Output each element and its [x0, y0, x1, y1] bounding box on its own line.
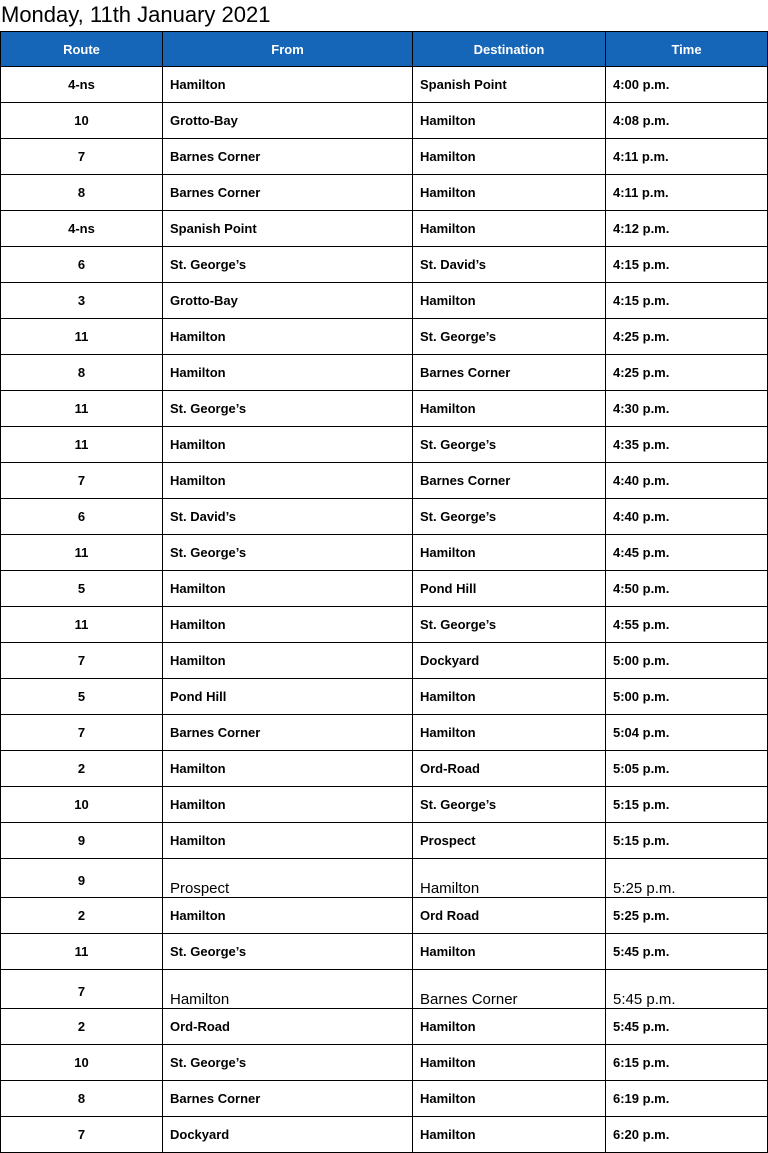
- from-cell: Hamilton: [163, 643, 413, 679]
- table-row: [1, 211, 768, 247]
- destination-cell: Hamilton: [413, 1117, 606, 1153]
- destination-cell: Barnes Corner: [413, 355, 606, 391]
- destination-cell: Hamilton: [413, 175, 606, 211]
- route-cell: 10: [1, 1045, 163, 1081]
- destination-cell: Hamilton: [413, 715, 606, 751]
- time-cell: 5:00 p.m.: [606, 679, 768, 715]
- from-cell: Barnes Corner: [163, 139, 413, 175]
- table-row: [1, 175, 768, 211]
- table-row: [1, 427, 768, 463]
- from-cell: St. George’s: [163, 247, 413, 283]
- from-cell: Barnes Corner: [163, 1081, 413, 1117]
- route-cell: 5: [1, 571, 163, 607]
- time-cell: 4:11 p.m.: [606, 139, 768, 175]
- destination-cell: Hamilton: [413, 535, 606, 571]
- route-cell: 10: [1, 103, 163, 139]
- bus-schedule-table: [0, 31, 768, 1153]
- from-cell: Hamilton: [163, 751, 413, 787]
- table-row: [1, 787, 768, 823]
- table-row: [1, 970, 768, 1009]
- table-header-row: [1, 32, 768, 67]
- time-cell: 4:15 p.m.: [606, 247, 768, 283]
- destination-cell: St. George’s: [413, 319, 606, 355]
- table-row: [1, 463, 768, 499]
- time-cell: 4:00 p.m.: [606, 67, 768, 103]
- from-cell: Hamilton: [163, 427, 413, 463]
- from-cell: Hamilton: [163, 607, 413, 643]
- time-cell: 4:40 p.m.: [606, 463, 768, 499]
- time-cell: 5:45 p.m.: [606, 1009, 768, 1045]
- from-cell: Hamilton: [163, 898, 413, 934]
- route-cell: 2: [1, 751, 163, 787]
- table-row: [1, 1045, 768, 1081]
- from-cell: Hamilton: [163, 463, 413, 499]
- destination-cell: Hamilton: [413, 283, 606, 319]
- route-cell: 6: [1, 247, 163, 283]
- destination-cell: St. George’s: [413, 607, 606, 643]
- column-header-route: Route: [1, 32, 163, 67]
- time-cell: 4:15 p.m.: [606, 283, 768, 319]
- route-cell: 7: [1, 139, 163, 175]
- time-cell: 4:50 p.m.: [606, 571, 768, 607]
- route-cell: 10: [1, 787, 163, 823]
- destination-cell: Barnes Corner: [413, 463, 606, 499]
- time-cell: 5:25 p.m.: [606, 898, 768, 934]
- route-cell: 9: [1, 823, 163, 859]
- from-cell: St. George’s: [163, 535, 413, 571]
- from-cell: Grotto-Bay: [163, 103, 413, 139]
- destination-cell: Hamilton: [413, 679, 606, 715]
- route-cell: 8: [1, 1081, 163, 1117]
- time-cell: 5:00 p.m.: [606, 643, 768, 679]
- route-cell: 9: [1, 859, 163, 898]
- table-row: [1, 319, 768, 355]
- table-row: [1, 607, 768, 643]
- from-cell: Hamilton: [163, 787, 413, 823]
- destination-cell: Hamilton: [413, 391, 606, 427]
- destination-cell: Hamilton: [413, 859, 606, 898]
- column-header-destination: Destination: [413, 32, 606, 67]
- table-row: [1, 1009, 768, 1045]
- time-cell: 6:19 p.m.: [606, 1081, 768, 1117]
- time-cell: 4:40 p.m.: [606, 499, 768, 535]
- from-cell: Ord-Road: [163, 1009, 413, 1045]
- page-title: Monday, 11th January 2021: [1, 2, 271, 27]
- from-cell: St. David’s: [163, 499, 413, 535]
- table-row: [1, 1117, 768, 1153]
- from-cell: Grotto-Bay: [163, 283, 413, 319]
- route-cell: 8: [1, 355, 163, 391]
- route-cell: 2: [1, 898, 163, 934]
- table-body: [1, 67, 768, 1153]
- route-cell: 11: [1, 934, 163, 970]
- route-cell: 5: [1, 679, 163, 715]
- destination-cell: Hamilton: [413, 1081, 606, 1117]
- time-cell: 5:15 p.m.: [606, 823, 768, 859]
- table-row: [1, 934, 768, 970]
- route-cell: 11: [1, 607, 163, 643]
- time-cell: 5:45 p.m.: [606, 970, 768, 1009]
- table-row: [1, 571, 768, 607]
- destination-cell: St. David’s: [413, 247, 606, 283]
- time-cell: 4:55 p.m.: [606, 607, 768, 643]
- time-cell: 5:04 p.m.: [606, 715, 768, 751]
- route-cell: 4-ns: [1, 211, 163, 247]
- destination-cell: Hamilton: [413, 139, 606, 175]
- time-cell: 4:35 p.m.: [606, 427, 768, 463]
- table-row: [1, 103, 768, 139]
- from-cell: Hamilton: [163, 571, 413, 607]
- route-cell: 11: [1, 427, 163, 463]
- route-cell: 3: [1, 283, 163, 319]
- time-cell: 5:15 p.m.: [606, 787, 768, 823]
- destination-cell: Prospect: [413, 823, 606, 859]
- destination-cell: Hamilton: [413, 211, 606, 247]
- time-cell: 4:12 p.m.: [606, 211, 768, 247]
- route-cell: 7: [1, 643, 163, 679]
- destination-cell: Pond Hill: [413, 571, 606, 607]
- route-cell: 7: [1, 970, 163, 1009]
- route-cell: 11: [1, 391, 163, 427]
- route-cell: 7: [1, 715, 163, 751]
- table-row: [1, 823, 768, 859]
- from-cell: Barnes Corner: [163, 715, 413, 751]
- from-cell: Dockyard: [163, 1117, 413, 1153]
- table-row: [1, 391, 768, 427]
- route-cell: 2: [1, 1009, 163, 1045]
- table-row: [1, 679, 768, 715]
- table-row: [1, 247, 768, 283]
- table-row: [1, 898, 768, 934]
- time-cell: 4:25 p.m.: [606, 319, 768, 355]
- route-cell: 4-ns: [1, 67, 163, 103]
- time-cell: 4:25 p.m.: [606, 355, 768, 391]
- from-cell: Hamilton: [163, 319, 413, 355]
- from-cell: Hamilton: [163, 970, 413, 1009]
- table-row: [1, 859, 768, 898]
- time-cell: 6:15 p.m.: [606, 1045, 768, 1081]
- from-cell: Pond Hill: [163, 679, 413, 715]
- destination-cell: St. George’s: [413, 427, 606, 463]
- time-cell: 4:30 p.m.: [606, 391, 768, 427]
- time-cell: 5:25 p.m.: [606, 859, 768, 898]
- from-cell: Hamilton: [163, 355, 413, 391]
- table-row: [1, 283, 768, 319]
- destination-cell: St. George’s: [413, 499, 606, 535]
- route-cell: 11: [1, 319, 163, 355]
- time-cell: 6:20 p.m.: [606, 1117, 768, 1153]
- table-row: [1, 355, 768, 391]
- column-header-time: Time: [606, 32, 768, 67]
- route-cell: 7: [1, 463, 163, 499]
- time-cell: 5:45 p.m.: [606, 934, 768, 970]
- table-row: [1, 67, 768, 103]
- route-cell: 11: [1, 535, 163, 571]
- destination-cell: Spanish Point: [413, 67, 606, 103]
- from-cell: Hamilton: [163, 67, 413, 103]
- destination-cell: Hamilton: [413, 103, 606, 139]
- destination-cell: Barnes Corner: [413, 970, 606, 1009]
- table-row: [1, 643, 768, 679]
- destination-cell: Hamilton: [413, 1009, 606, 1045]
- from-cell: St. George’s: [163, 1045, 413, 1081]
- from-cell: Spanish Point: [163, 211, 413, 247]
- time-cell: 4:45 p.m.: [606, 535, 768, 571]
- time-cell: 4:11 p.m.: [606, 175, 768, 211]
- from-cell: Hamilton: [163, 823, 413, 859]
- from-cell: Prospect: [163, 859, 413, 898]
- table-row: [1, 499, 768, 535]
- destination-cell: Hamilton: [413, 934, 606, 970]
- table-row: [1, 1081, 768, 1117]
- column-header-from: From: [163, 32, 413, 67]
- destination-cell: Ord Road: [413, 898, 606, 934]
- destination-cell: St. George’s: [413, 787, 606, 823]
- route-cell: 7: [1, 1117, 163, 1153]
- destination-cell: Dockyard: [413, 643, 606, 679]
- destination-cell: Hamilton: [413, 1045, 606, 1081]
- table-row: [1, 751, 768, 787]
- route-cell: 8: [1, 175, 163, 211]
- from-cell: St. George’s: [163, 391, 413, 427]
- route-cell: 6: [1, 499, 163, 535]
- table-row: [1, 535, 768, 571]
- table-row: [1, 139, 768, 175]
- time-cell: 5:05 p.m.: [606, 751, 768, 787]
- from-cell: Barnes Corner: [163, 175, 413, 211]
- destination-cell: Ord-Road: [413, 751, 606, 787]
- table-row: [1, 715, 768, 751]
- time-cell: 4:08 p.m.: [606, 103, 768, 139]
- from-cell: St. George’s: [163, 934, 413, 970]
